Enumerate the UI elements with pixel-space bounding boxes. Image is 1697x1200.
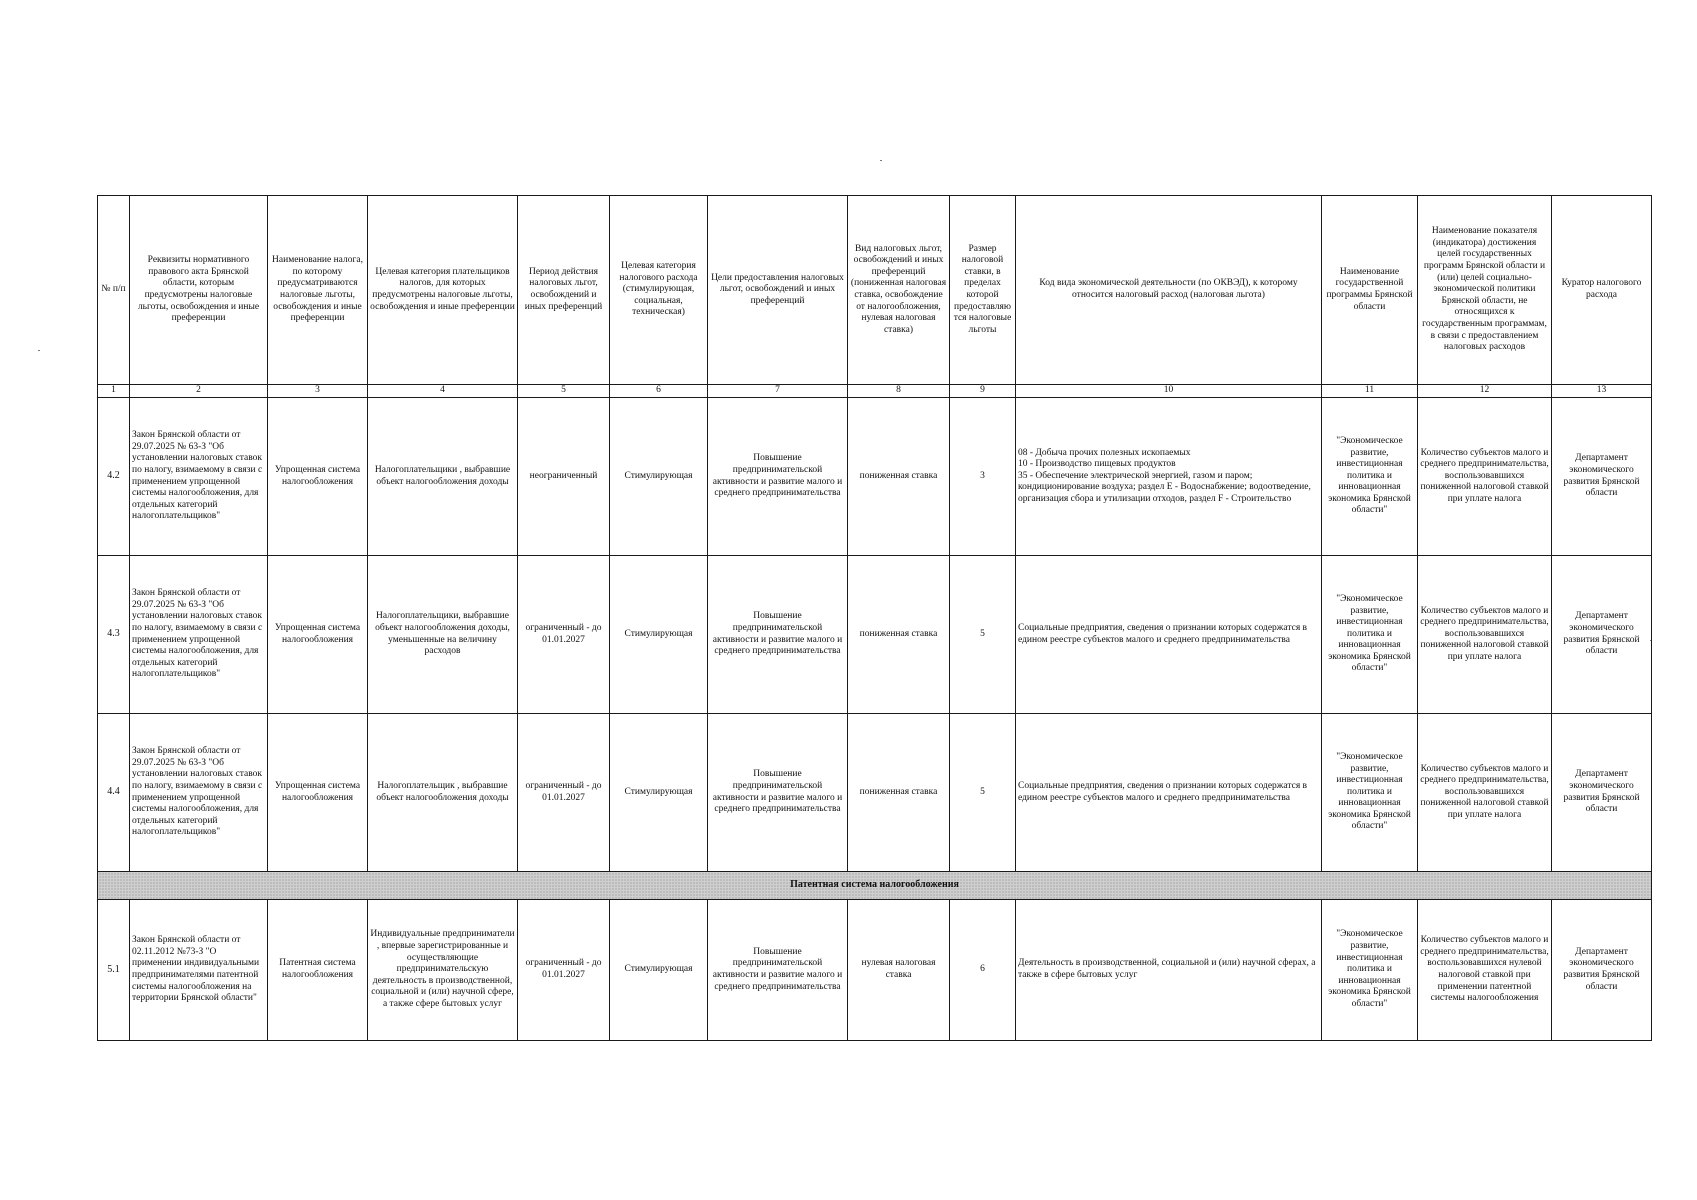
column-number: 2 <box>130 385 268 398</box>
period-cell: неограниченный <box>518 398 610 556</box>
benefit-kind-cell: нулевая налоговая ставка <box>848 900 950 1041</box>
section-title: Патентная система налогообложения <box>98 872 1652 900</box>
column-number: 11 <box>1322 385 1418 398</box>
okved-cell: Социальные предприятия, сведения о признании которых содержатся в едином реестре субъектов малого и среднего предпринимательства <box>1016 714 1322 872</box>
row-number: 4.4 <box>98 714 130 872</box>
table-row <box>98 398 1652 556</box>
header-curator: Куратор налогового расхода <box>1552 196 1652 385</box>
column-number: 7 <box>708 385 848 398</box>
table-row <box>98 714 1652 872</box>
rate-cell: 6 <box>950 900 1016 1041</box>
rate-cell: 5 <box>950 556 1016 714</box>
indicator-cell: Количество субъектов малого и среднего предпринимательства, воспользовавшихся нулевой налоговой ставкой при применении патентной системы налогообложения <box>1418 900 1552 1041</box>
goals-cell: Повышение предпринимательской активности и развитие малого и среднего предпринимательства <box>708 556 848 714</box>
scan-speck <box>880 160 882 161</box>
benefit-kind-cell: пониженная ставка <box>848 398 950 556</box>
expense-category-cell: Стимулирующая <box>610 714 708 872</box>
header-num: № п/п <box>98 196 130 385</box>
benefit-kind-cell: пониженная ставка <box>848 556 950 714</box>
row-number: 5.1 <box>98 900 130 1041</box>
expense-category-cell: Стимулирующая <box>610 556 708 714</box>
tax-name-cell: Упрощенная система налогообложения <box>268 556 368 714</box>
section-header-row <box>98 872 1652 900</box>
column-number: 4 <box>368 385 518 398</box>
rate-cell: 3 <box>950 398 1016 556</box>
target-category-cell: Индивидуальные предприниматели , впервые зарегистрированные и осуществляющие предпринимательскую деятельность в производственной, социальной и (или) научной сфере, а также сфере бытовых услуг <box>368 900 518 1041</box>
header-program: Наименование государственной программы Брянской области <box>1322 196 1418 385</box>
column-number: 1 <box>98 385 130 398</box>
table-row <box>98 900 1652 1041</box>
legal-act-cell: Закон Брянской области от 02.11.2012 №73-З "О применении индивидуальными предпринимателями патентной системы налогообложения на территории Брянской области" <box>130 900 268 1041</box>
header-indicator: Наименование показателя (индикатора) достижения целей государственных программ Брянской области и (или) целей социально-экономической политики Брянской области, не относящихся к государственным программам, в связи с предоставлением налоговых расходов <box>1418 196 1552 385</box>
program-cell: "Экономическое развитие, инвестиционная политика и инновационная экономика Брянской области" <box>1322 398 1418 556</box>
rate-cell: 5 <box>950 714 1016 872</box>
indicator-cell: Количество субъектов малого и среднего предпринимательства, воспользовавшихся пониженной налоговой ставкой при уплате налога <box>1418 714 1552 872</box>
legal-act-cell: Закон Брянской области от 29.07.2025 № 63-З "Об установлении налоговых ставок по налогу, взимаемому в связи с применением упрощенной системы налогообложения, для отдельных категорий налогоплательщиков" <box>130 398 268 556</box>
legal-act-cell: Закон Брянской области от 29.07.2025 № 63-З "Об установлении налоговых ставок по налогу, взимаемому в связи с применением упрощенной системы налогообложения, для отдельных категорий налогоплательщиков" <box>130 556 268 714</box>
period-cell: ограниченный - до 01.01.2027 <box>518 556 610 714</box>
program-cell: "Экономическое развитие, инвестиционная политика и инновационная экономика Брянской области" <box>1322 900 1418 1041</box>
column-number: 6 <box>610 385 708 398</box>
expense-category-cell: Стимулирующая <box>610 900 708 1041</box>
header-period: Период действия налоговых льгот, освобождений и иных преференций <box>518 196 610 385</box>
header-tax-name: Наименование налога, по которому предусматриваются налоговые льготы, освобождения и иные преференции <box>268 196 368 385</box>
header-rate: Размер налоговой ставки, в пределах которой предоставляются налоговые льготы <box>950 196 1016 385</box>
curator-cell: Департамент экономического развития Брянской области <box>1552 398 1652 556</box>
okved-cell: Деятельность в производственной, социальной и (или) научной сферах, а также в сфере бытовых услуг <box>1016 900 1322 1041</box>
tax-name-cell: Упрощенная система налогообложения <box>268 398 368 556</box>
curator-cell: Департамент экономического развития Брянской области <box>1552 556 1652 714</box>
expense-category-cell: Стимулирующая <box>610 398 708 556</box>
row-number: 4.2 <box>98 398 130 556</box>
header-goals: Цели предоставления налоговых льгот, освобождений и иных преференций <box>708 196 848 385</box>
indicator-cell: Количество субъектов малого и среднего предпринимательства, воспользовавшихся пониженной налоговой ставкой при уплате налога <box>1418 398 1552 556</box>
header-row <box>98 196 1652 385</box>
tax-expenditure-table <box>97 195 1652 1041</box>
benefit-kind-cell: пониженная ставка <box>848 714 950 872</box>
column-number: 13 <box>1552 385 1652 398</box>
curator-cell: Департамент экономического развития Брянской области <box>1552 714 1652 872</box>
column-number: 3 <box>268 385 368 398</box>
goals-cell: Повышение предпринимательской активности и развитие малого и среднего предпринимательства <box>708 398 848 556</box>
target-category-cell: Налогоплательщик , выбравшие объект налогообложения доходы <box>368 714 518 872</box>
legal-act-cell: Закон Брянской области от 29.07.2025 № 63-З "Об установлении налоговых ставок по налогу, взимаемому в связи с применением упрощенной системы налогообложения, для отдельных категорий налогоплательщиков" <box>130 714 268 872</box>
column-number: 5 <box>518 385 610 398</box>
scan-speck <box>38 350 40 351</box>
tax-name-cell: Упрощенная система налогообложения <box>268 714 368 872</box>
header-expense-category: Целевая категория налогового расхода (стимулирующая, социальная, техническая) <box>610 196 708 385</box>
goals-cell: Повышение предпринимательской активности и развитие малого и среднего предпринимательства <box>708 714 848 872</box>
period-cell: ограниченный - до 01.01.2027 <box>518 714 610 872</box>
column-number: 9 <box>950 385 1016 398</box>
column-number: 10 <box>1016 385 1322 398</box>
target-category-cell: Налогоплательщики , выбравшие объект налогообложения доходы <box>368 398 518 556</box>
curator-cell: Департамент экономического развития Брянской области <box>1552 900 1652 1041</box>
table-row <box>98 556 1652 714</box>
target-category-cell: Налогоплательщики, выбравшие объект налогообложения доходы, уменьшенные на величину расходов <box>368 556 518 714</box>
goals-cell: Повышение предпринимательской активности и развитие малого и среднего предпринимательства <box>708 900 848 1041</box>
tax-name-cell: Патентная система налогообложения <box>268 900 368 1041</box>
column-number: 12 <box>1418 385 1552 398</box>
okved-cell: 08 - Добыча прочих полезных ископаемых 10 - Производство пищевых продуктов 35 - Обеспечение электрической энергией, газом и паром; кондиционирование воздуха; раздел Е - Водоснабжение; водоотведение, организация сбора и утилизации отходов, раздел F - Строительство <box>1016 398 1322 556</box>
indicator-cell: Количество субъектов малого и среднего предпринимательства, воспользовавшихся пониженной налоговой ставкой при уплате налога <box>1418 556 1552 714</box>
header-target-category: Целевая категория плательщиков налогов, для которых предусмотрены налоговые льготы, освобождения и иные преференции <box>368 196 518 385</box>
program-cell: "Экономическое развитие, инвестиционная политика и инновационная экономика Брянской области" <box>1322 714 1418 872</box>
period-cell: ограниченный - до 01.01.2027 <box>518 900 610 1041</box>
header-okved: Код вида экономической деятельности (по ОКВЭД), к которому относится налоговый расход (налоговая льгота) <box>1016 196 1322 385</box>
okved-cell: Социальные предприятия, сведения о признании которых содержатся в едином реестре субъектов малого и среднего предпринимательства <box>1016 556 1322 714</box>
program-cell: "Экономическое развитие, инвестиционная политика и инновационная экономика Брянской области" <box>1322 556 1418 714</box>
row-number: 4.3 <box>98 556 130 714</box>
column-number: 8 <box>848 385 950 398</box>
header-benefit-kind: Вид налоговых льгот, освобождений и иных преференций (пониженная налоговая ставка, освобождение от налогообложения, нулевая налоговая ставка) <box>848 196 950 385</box>
column-number-row <box>98 385 1652 398</box>
header-legal-act: Реквизиты нормативного правового акта Брянской области, которым предусмотрены налоговые льготы, освобождения и иные преференции <box>130 196 268 385</box>
